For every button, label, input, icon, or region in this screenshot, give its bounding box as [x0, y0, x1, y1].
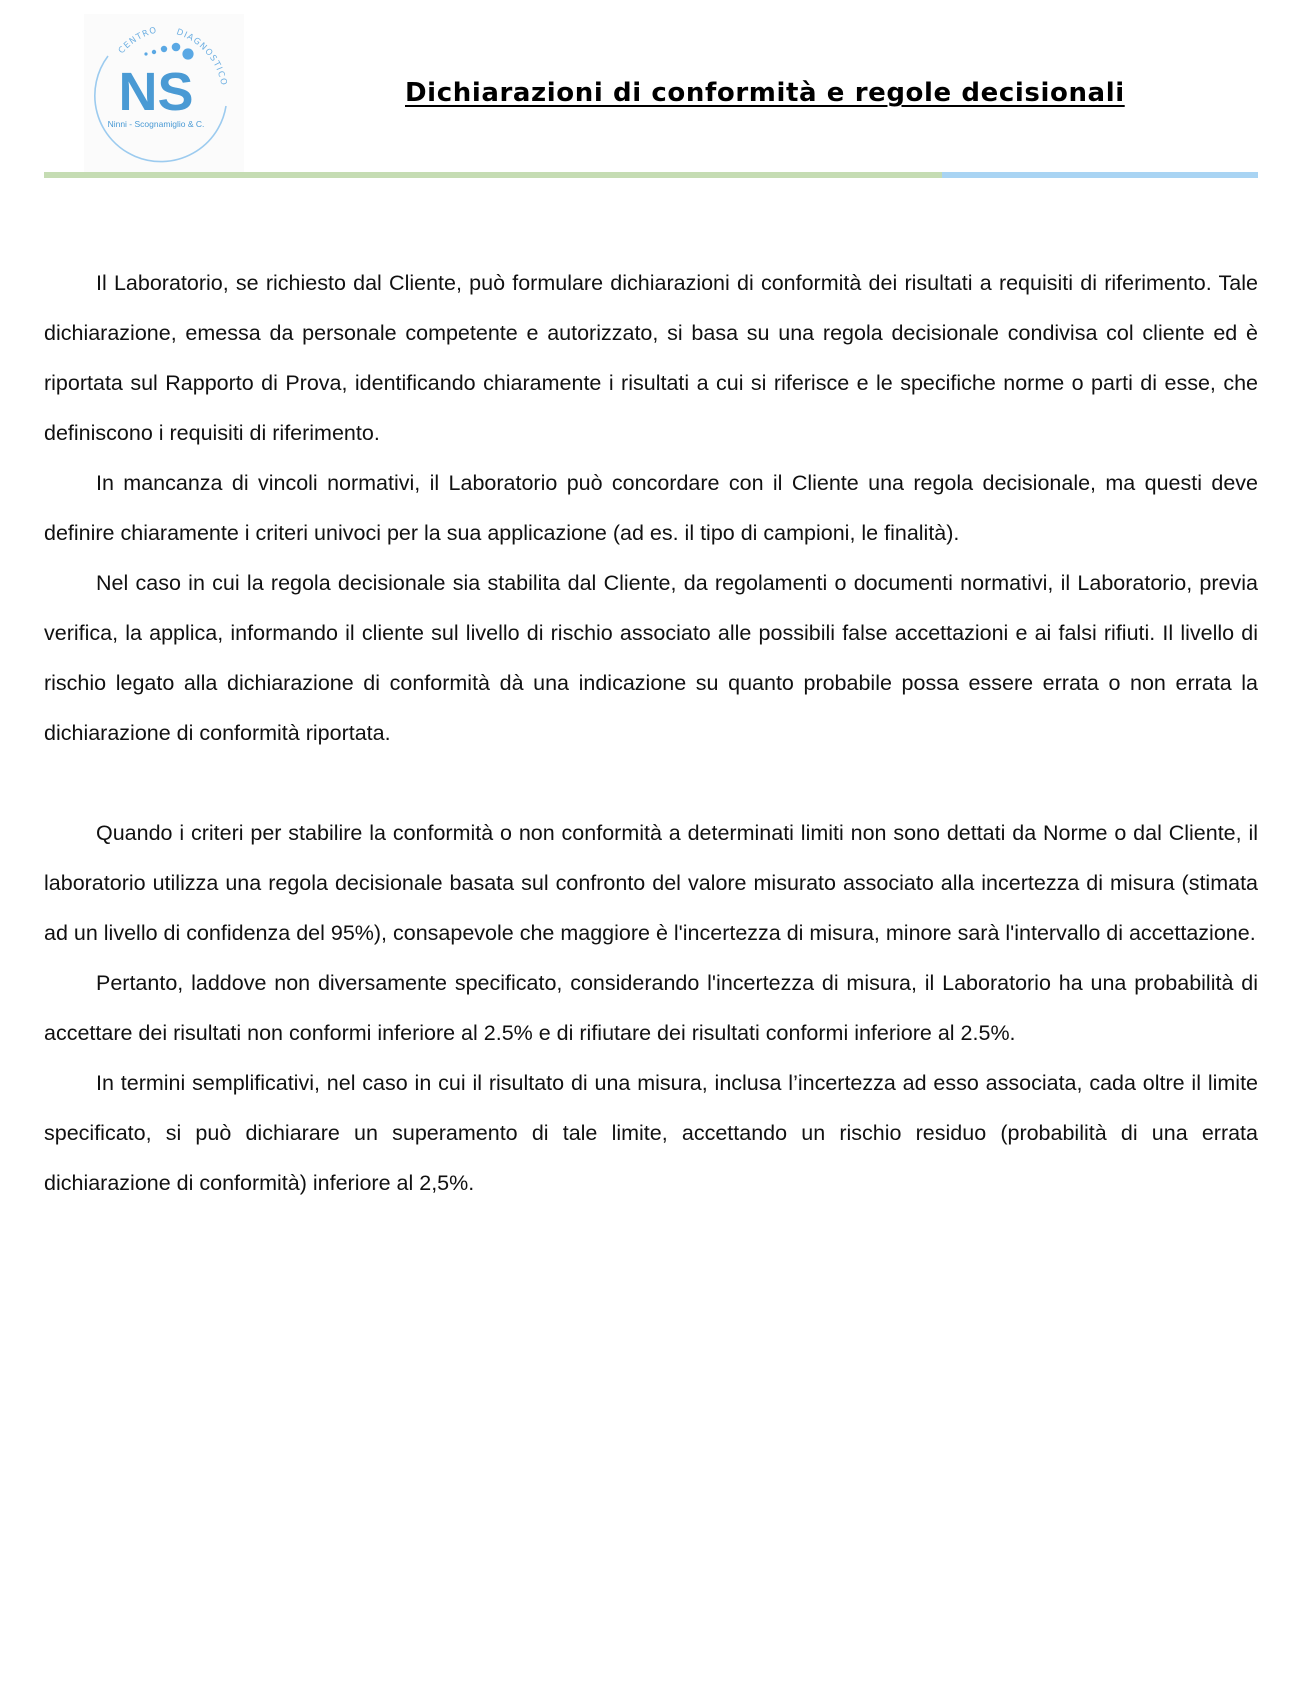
paragraph: Il Laboratorio, se richiesto dal Cliente, può formulare dichiarazioni di conformità dei risultati a requisiti di riferimento. Tale dichiarazione, emessa da personale competente e autorizzato, si basa su una regola decisionale condivisa col cliente ed è riportata sul Rapporto di Prova, identificando chiaramente i risultati a cui si riferisce e le specifiche norme o parti di esse, che definiscono i requisiti di riferimento. [44, 271, 1258, 445]
section-decision-rule [44, 808, 1258, 1208]
logo-right-text: DIAGNOSTICO [174, 27, 229, 88]
logo-monogram: NS [118, 62, 194, 122]
paragraph: Quando i criteri per stabilire la conformità o non conformità a determinati limiti non sono dettati da Norme o dal Cliente, il laboratorio utilizza una regola decisionale basata sul confronto del valore misurato associato alla incertezza di misura (stimata ad un livello di confidenza del 95%), consapevole che maggiore è l'incertezza di misura, minore sarà l'intervallo di accettazione. [44, 821, 1258, 945]
logo-dot [182, 48, 193, 59]
header-rule-blue [942, 172, 1258, 178]
document-body [44, 258, 1258, 1208]
paragraph: Pertanto, laddove non diversamente specificato, considerando l'incertezza di misura, il Laboratorio ha una probabilità di accettare dei risultati non conformi inferiore al 2.5% e di rifiutare dei risultati conformi inferiore al 2.5%. [44, 971, 1258, 1045]
paragraph: In termini semplificativi, nel caso in cui il risultato di una misura, inclusa l’incertezza ad esso associata, cada oltre il limite specificato, si può dichiarare un superamento di tale limite, accettando un rischio residuo (probabilità di una errata dichiarazione di conformità) inferiore al 2,5%. [44, 1071, 1258, 1195]
header-rule-green [44, 172, 942, 178]
logo-dot [161, 46, 167, 52]
logo-dot [144, 52, 147, 55]
logo-dot [172, 43, 181, 52]
logo-top-text: CENTRO [116, 25, 159, 56]
logo-dot [152, 50, 156, 54]
section-spacer [44, 758, 1258, 808]
company-logo [84, 14, 244, 174]
paragraph: In mancanza di vincoli normativi, il Laboratorio può concordare con il Cliente una regola decisionale, ma questi deve definire chiaramente i criteri univoci per la sua applicazione (ad es. il tipo di campioni, le finalità). [44, 471, 1258, 545]
paragraph: Nel caso in cui la regola decisionale sia stabilita dal Cliente, da regolamenti o documenti normativi, il Laboratorio, previa verifica, la applica, informando il cliente sul livello di rischio associato alle possibili false accettazioni e ai falsi rifiuti. Il livello di rischio legato alla dichiarazione di conformità dà una indicazione su quanto probabile possa essere errata o non errata la dichiarazione di conformità riportata. [44, 571, 1258, 745]
logo-graphic [84, 14, 244, 174]
section-conformity-declaration [44, 258, 1258, 758]
page-title: Dichiarazioni di conformità e regole decisionali [405, 78, 1125, 108]
logo-subtitle: Ninni - Scognamiglio & C. [107, 119, 205, 129]
